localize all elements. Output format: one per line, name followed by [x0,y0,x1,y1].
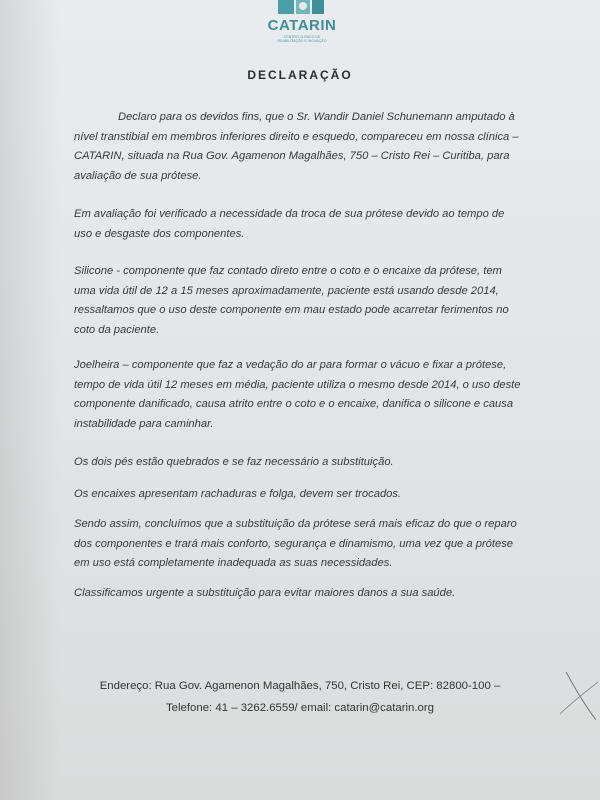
paragraph-conclusion: Sendo assim, concluímos que a substituição da prótese será mais eficaz do que o reparo dos componentes e trará mais conforto, segurança e dinamismo, uma vez que a prótese em uso está completamente inadequada as suas necessidades. [74,518,517,570]
logo-subtitle [262,35,342,44]
document-title: DECLARAÇÃO [247,68,353,82]
logo-subtitle-line-1: CENTRO CLÍNICO DE [283,35,321,39]
signature-mark-icon [556,662,600,726]
footer-address: Endereço: Rua Gov. Agamenon Magalhães, 750, Cristo Rei, CEP: 82800-100 – [99,680,501,692]
logo-name: CATARIN [267,17,337,34]
paragraph-declaration: Declaro para os devidos fins, que o Sr. Wandir Daniel Schunemann amputado à nível transtibial em membros inferiores direito e esquedo, compareceu em nossa clínica – CATARIN, situada na Rua Gov. Agamenon Magalhães, 750 – Cristo Rei – Curitiba, para avaliação de sua prótese. [74,111,519,182]
paragraph-joelheira: Joelheira – componente que faz a vedação do ar para formar o vácuo e fixar a prótese, tempo de vida útil 12 meses em média, paciente utiliza o mesmo desde 2014, o uso deste componente danificado, causa atrito entre o coto e o encaixe, danifica o silicone e causa instabilidade para caminhar. [74,359,521,430]
paragraph-silicone: Silicone - componente que faz contado direto entre o coto e o encaixe da prótese, tem uma vida útil de 12 a 15 meses aproximadamente, paciente está usando desde 2014, ressaltamos que o uso deste componente em mau estado pode acarretar ferimentos no coto da paciente. [74,265,509,336]
footer-contact: Telefone: 41 – 3262.6559/ email: catarin@catarin.org [165,702,435,714]
logo-subtitle-line-2: REABILITAÇÃO E INOVAÇÃO [277,39,327,44]
paragraph-sockets: Os encaixes apresentam rachaduras e folga, devem ser trocados. [74,488,402,500]
catarin-logo [262,0,342,52]
paragraph-evaluation: Em avaliação foi verificado a necessidade da troca de sua prótese devido ao tempo de uso e desgaste dos componentes. [74,208,505,240]
paragraph-feet: Os dois pés estão quebrados e se faz necessário a substituição. [74,456,394,468]
paragraph-urgency: Classificamos urgente a substituição para evitar maiores danos a sua saúde. [74,587,456,599]
logo-mark-icon [270,0,332,16]
